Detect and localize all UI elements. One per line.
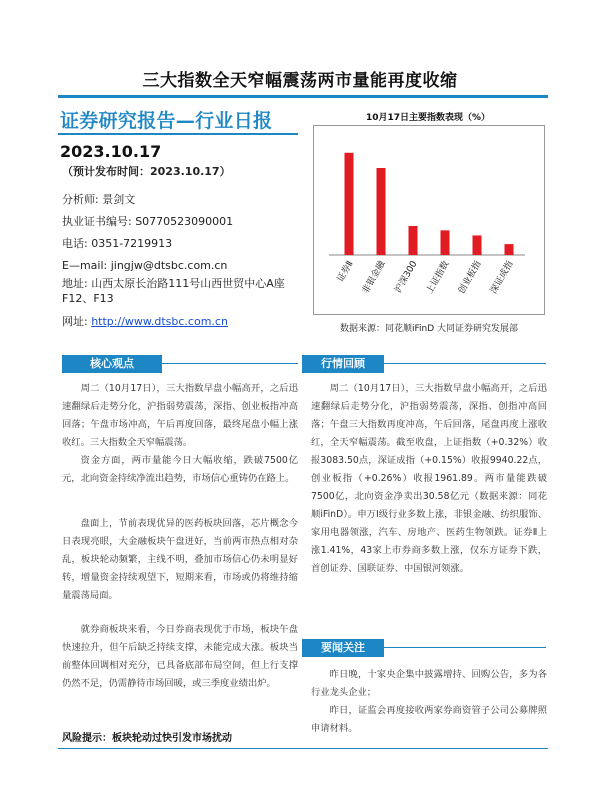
analyst-name: 分析师: 景剑文 bbox=[62, 193, 136, 206]
category-label-3: 上证指数 bbox=[424, 259, 452, 296]
bar-4 bbox=[473, 235, 482, 255]
core-view-rule bbox=[162, 363, 298, 364]
bar-5 bbox=[505, 244, 514, 255]
website-label: 网址: bbox=[62, 315, 92, 328]
core-paragraph-4: 就券商板块来看，今日券商表现优于市场，板块午盘快速拉升，但午后缺乏持续支撑，未能完成大涨。板块当前整体回调相对充分，已具备底部布局空间，但上行支撑仍然不足，仍需静待市场回暖，或三季度业绩出炉。 bbox=[62, 624, 298, 689]
phone: 电话: 0351-7219913 bbox=[62, 237, 173, 250]
report-title: 三大指数全天窄幅震荡两市量能再度收缩 bbox=[142, 71, 458, 91]
news-paragraph-1: 昨日晚，十家央企集中披露增持、回购公告，多为各行业龙头企业； bbox=[311, 669, 547, 698]
bar-0 bbox=[345, 153, 354, 255]
index-performance-chart bbox=[313, 125, 545, 315]
report-type-divider bbox=[58, 133, 298, 135]
email: E—mail: jingjw@dtsbc.com.cn bbox=[62, 259, 228, 272]
market-paragraph-1: 周二（10月17日），三大指数早盘小幅高开，之后迅速翻绿后走势分化，沪指弱势震荡，深指、创指冲高回落；午盘三大指数再度冲高，午后回落，尾盘再度上涨收红，全天窄幅震荡。截至收盘，上证指数（+0.32%）收报3083.50点，深证成指（+0.15%）收报9940.22点，创业板指（+0.26%）收报1961.89。两市量能跌破7500亿，北向资金净卖出30.58亿元（数据来源：同花顺iFinD）。申万I级行业多数上涨，非银金融、纺织服饰、家用电器领涨，汽车、房地产、医药生物领跌。证券Ⅱ上涨1.41%，43家上市券商多数上涨，仅东方证券下跌，首创证券、国联证券、中国银河领涨。 bbox=[311, 383, 547, 574]
title-divider bbox=[58, 95, 548, 98]
core-view-heading: 核心观点 bbox=[62, 355, 162, 373]
report-type: 证券研究报告—行业日报 bbox=[60, 110, 273, 132]
footer-divider bbox=[58, 748, 548, 749]
news-paragraph-2: 昨日，证监会再度接收两家券商资管子公司公募牌照申请材料。 bbox=[311, 705, 547, 734]
bar-3 bbox=[441, 230, 450, 255]
category-label-2: 沪深300 bbox=[393, 259, 420, 295]
market-review-rule bbox=[384, 363, 546, 364]
report-date: 2023.10.17 bbox=[60, 142, 162, 161]
risk-warning: 风险提示：板块轮动过快引发市场扰动 bbox=[62, 733, 232, 744]
publish-date: （预计发布时间：2023.10.17） bbox=[62, 165, 231, 178]
news-heading: 要闻关注 bbox=[302, 639, 384, 657]
core-paragraph-3: 盘面上，节前表现优异的医药板块回落，芯片概念今日表现亮眼，大金融板块午盘迸好，当前两市热点相对杂乱，板块轮动频繁，主线不明，叠加市场信心仍未明显好转，增量资金持续观望下，短期来看，市场或仍将维持缩量震荡局面。 bbox=[62, 518, 298, 601]
website bbox=[62, 314, 228, 329]
category-label-4: 创业板指 bbox=[456, 259, 484, 296]
category-label-0: 证券Ⅱ bbox=[335, 259, 356, 284]
news-rule bbox=[384, 647, 546, 648]
license-number: 执业证书编号: S0770523090001 bbox=[62, 215, 234, 228]
bar-2 bbox=[409, 226, 418, 255]
chart-title: 10月17日主要指数表现（%） bbox=[365, 113, 491, 123]
category-label-5: 深证成指 bbox=[488, 259, 516, 296]
market-review-heading: 行情回顾 bbox=[302, 355, 384, 373]
category-label-1: 非银金融 bbox=[360, 259, 388, 296]
bar-1 bbox=[377, 168, 386, 255]
website-link[interactable]: http://www.dtsbc.com.cn bbox=[91, 315, 228, 328]
address: 地址: 山西太原长治路111号山西世贸中心A座F12、F13 bbox=[62, 277, 285, 305]
core-paragraph-1: 周二（10月17日），三大指数早盘小幅高开，之后迅速翻绿后走势分化，沪指弱势震荡，深指、创业板指冲高回落；午盘市场冲高，午后再度回落，最终尾盘小幅上涨收红。三大指数全天窄幅震荡。 bbox=[62, 383, 298, 448]
core-paragraph-2: 资金方面，两市量能今日大幅收缩，跌破7500亿元，北向资金持续净流出趋势，市场信心重铸仍在路上。 bbox=[62, 455, 298, 484]
chart-source: 数据来源：同花顺iFinD 大同证券研究发展部 bbox=[339, 324, 519, 334]
